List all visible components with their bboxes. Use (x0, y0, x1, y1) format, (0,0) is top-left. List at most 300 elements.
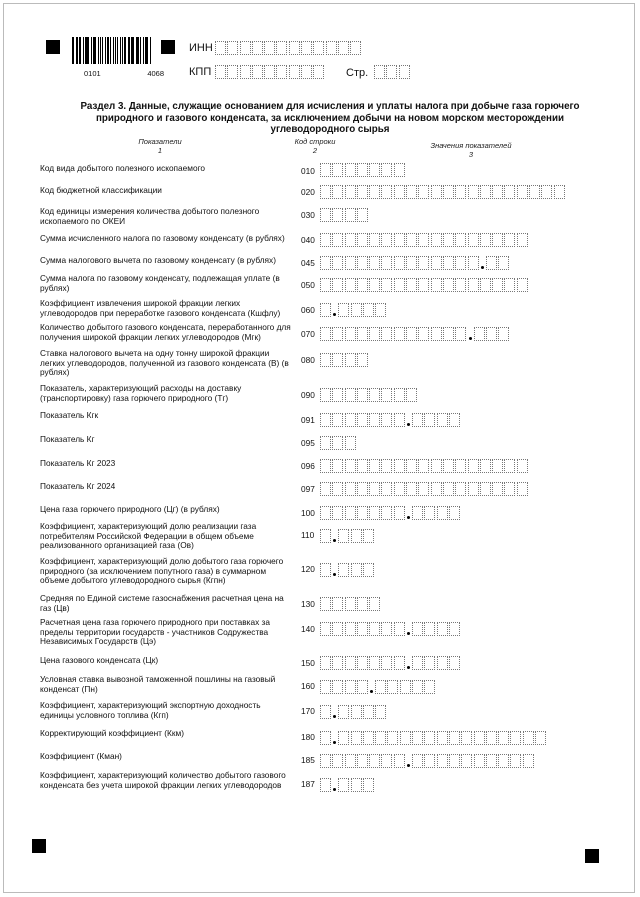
character-cell[interactable] (480, 185, 491, 199)
row-value-185[interactable] (320, 754, 535, 768)
character-cell[interactable] (437, 622, 448, 636)
character-cell[interactable] (326, 41, 337, 55)
character-cell[interactable] (412, 731, 423, 745)
row-value-130[interactable] (320, 597, 381, 611)
character-cell[interactable] (357, 353, 368, 367)
character-cell[interactable] (320, 529, 331, 543)
character-cell[interactable] (381, 754, 392, 768)
character-cell[interactable] (363, 563, 374, 577)
character-cell[interactable] (345, 754, 356, 768)
character-cell[interactable] (369, 388, 380, 402)
character-cell[interactable] (357, 754, 368, 768)
character-cell[interactable] (320, 388, 331, 402)
character-cell[interactable] (332, 482, 343, 496)
character-cell[interactable] (320, 778, 331, 792)
character-cell[interactable] (369, 327, 380, 341)
row-value-095[interactable] (320, 436, 357, 450)
character-cell[interactable] (320, 436, 331, 450)
character-cell[interactable] (332, 413, 343, 427)
character-cell[interactable] (406, 388, 417, 402)
character-cell[interactable] (320, 459, 331, 473)
character-cell[interactable] (320, 233, 331, 247)
character-cell[interactable] (523, 754, 534, 768)
character-cell[interactable] (424, 622, 435, 636)
character-cell[interactable] (357, 413, 368, 427)
character-cell[interactable] (276, 65, 287, 79)
character-cell[interactable] (437, 413, 448, 427)
character-cell[interactable] (510, 754, 521, 768)
character-cell[interactable] (486, 754, 497, 768)
character-cell[interactable] (523, 731, 534, 745)
character-cell[interactable] (535, 731, 546, 745)
character-cell[interactable] (375, 705, 386, 719)
character-cell[interactable] (363, 705, 374, 719)
character-cell[interactable] (468, 278, 479, 292)
row-value-030[interactable] (320, 208, 369, 222)
row-value-045[interactable] (320, 256, 510, 270)
character-cell[interactable] (381, 459, 392, 473)
character-cell[interactable] (320, 597, 331, 611)
character-cell[interactable] (461, 754, 472, 768)
character-cell[interactable] (357, 278, 368, 292)
character-cell[interactable] (498, 327, 509, 341)
character-cell[interactable] (418, 233, 429, 247)
character-cell[interactable] (449, 656, 460, 670)
character-cell[interactable] (431, 185, 442, 199)
character-cell[interactable] (345, 506, 356, 520)
character-cell[interactable] (381, 506, 392, 520)
character-cell[interactable] (320, 680, 331, 694)
character-cell[interactable] (517, 459, 528, 473)
character-cell[interactable] (357, 163, 368, 177)
character-cell[interactable] (357, 597, 368, 611)
character-cell[interactable] (418, 327, 429, 341)
character-cell[interactable] (424, 680, 435, 694)
character-cell[interactable] (264, 65, 275, 79)
character-cell[interactable] (517, 482, 528, 496)
character-cell[interactable] (406, 185, 417, 199)
character-cell[interactable] (443, 482, 454, 496)
character-cell[interactable] (357, 233, 368, 247)
character-cell[interactable] (332, 388, 343, 402)
character-cell[interactable] (345, 185, 356, 199)
row-value-080[interactable] (320, 353, 369, 367)
character-cell[interactable] (357, 327, 368, 341)
character-cell[interactable] (431, 459, 442, 473)
character-cell[interactable] (504, 185, 515, 199)
character-cell[interactable] (437, 506, 448, 520)
character-cell[interactable] (517, 185, 528, 199)
character-cell[interactable] (437, 731, 448, 745)
character-cell[interactable] (437, 656, 448, 670)
character-cell[interactable] (332, 656, 343, 670)
character-cell[interactable] (369, 278, 380, 292)
inn-field[interactable] (215, 41, 363, 55)
character-cell[interactable] (443, 459, 454, 473)
row-value-120[interactable] (320, 563, 375, 577)
kpp-field[interactable] (215, 65, 326, 79)
character-cell[interactable] (369, 256, 380, 270)
character-cell[interactable] (345, 482, 356, 496)
character-cell[interactable] (431, 327, 442, 341)
character-cell[interactable] (369, 413, 380, 427)
character-cell[interactable] (320, 622, 331, 636)
character-cell[interactable] (504, 459, 515, 473)
character-cell[interactable] (449, 413, 460, 427)
character-cell[interactable] (431, 278, 442, 292)
character-cell[interactable] (332, 506, 343, 520)
character-cell[interactable] (424, 754, 435, 768)
character-cell[interactable] (418, 482, 429, 496)
character-cell[interactable] (332, 185, 343, 199)
character-cell[interactable] (424, 656, 435, 670)
character-cell[interactable] (363, 731, 374, 745)
character-cell[interactable] (320, 278, 331, 292)
character-cell[interactable] (468, 185, 479, 199)
character-cell[interactable] (498, 731, 509, 745)
character-cell[interactable] (468, 256, 479, 270)
character-cell[interactable] (345, 278, 356, 292)
row-value-150[interactable] (320, 656, 461, 670)
row-value-110[interactable] (320, 529, 375, 543)
character-cell[interactable] (437, 754, 448, 768)
character-cell[interactable] (320, 754, 331, 768)
character-cell[interactable] (455, 278, 466, 292)
character-cell[interactable] (264, 41, 275, 55)
character-cell[interactable] (357, 256, 368, 270)
character-cell[interactable] (455, 482, 466, 496)
character-cell[interactable] (332, 597, 343, 611)
row-value-070[interactable] (320, 327, 510, 341)
character-cell[interactable] (406, 327, 417, 341)
character-cell[interactable] (215, 41, 226, 55)
character-cell[interactable] (345, 656, 356, 670)
character-cell[interactable] (412, 754, 423, 768)
character-cell[interactable] (351, 529, 362, 543)
character-cell[interactable] (289, 41, 300, 55)
row-value-180[interactable] (320, 731, 547, 745)
character-cell[interactable] (320, 563, 331, 577)
character-cell[interactable] (381, 256, 392, 270)
character-cell[interactable] (357, 459, 368, 473)
character-cell[interactable] (240, 41, 251, 55)
character-cell[interactable] (320, 413, 331, 427)
character-cell[interactable] (449, 754, 460, 768)
character-cell[interactable] (381, 163, 392, 177)
character-cell[interactable] (504, 482, 515, 496)
row-value-096[interactable] (320, 459, 529, 473)
row-value-187[interactable] (320, 778, 375, 792)
character-cell[interactable] (332, 327, 343, 341)
character-cell[interactable] (394, 482, 405, 496)
character-cell[interactable] (357, 680, 368, 694)
character-cell[interactable] (363, 529, 374, 543)
character-cell[interactable] (541, 185, 552, 199)
character-cell[interactable] (431, 482, 442, 496)
character-cell[interactable] (338, 563, 349, 577)
character-cell[interactable] (418, 185, 429, 199)
character-cell[interactable] (357, 482, 368, 496)
character-cell[interactable] (406, 256, 417, 270)
character-cell[interactable] (474, 754, 485, 768)
character-cell[interactable] (424, 506, 435, 520)
character-cell[interactable] (455, 185, 466, 199)
character-cell[interactable] (394, 327, 405, 341)
character-cell[interactable] (418, 278, 429, 292)
character-cell[interactable] (400, 680, 411, 694)
character-cell[interactable] (394, 413, 405, 427)
character-cell[interactable] (332, 622, 343, 636)
character-cell[interactable] (406, 278, 417, 292)
character-cell[interactable] (332, 208, 343, 222)
character-cell[interactable] (320, 327, 331, 341)
character-cell[interactable] (381, 482, 392, 496)
character-cell[interactable] (369, 622, 380, 636)
character-cell[interactable] (320, 731, 331, 745)
character-cell[interactable] (468, 459, 479, 473)
character-cell[interactable] (313, 65, 324, 79)
character-cell[interactable] (449, 622, 460, 636)
character-cell[interactable] (381, 185, 392, 199)
character-cell[interactable] (504, 278, 515, 292)
character-cell[interactable] (351, 705, 362, 719)
character-cell[interactable] (412, 413, 423, 427)
character-cell[interactable] (492, 482, 503, 496)
character-cell[interactable] (301, 65, 312, 79)
character-cell[interactable] (215, 65, 226, 79)
character-cell[interactable] (320, 208, 331, 222)
character-cell[interactable] (381, 327, 392, 341)
character-cell[interactable] (320, 163, 331, 177)
character-cell[interactable] (381, 413, 392, 427)
character-cell[interactable] (357, 506, 368, 520)
character-cell[interactable] (492, 185, 503, 199)
row-value-170[interactable] (320, 705, 387, 719)
character-cell[interactable] (394, 278, 405, 292)
character-cell[interactable] (369, 233, 380, 247)
character-cell[interactable] (486, 731, 497, 745)
character-cell[interactable] (345, 413, 356, 427)
character-cell[interactable] (240, 65, 251, 79)
character-cell[interactable] (320, 506, 331, 520)
character-cell[interactable] (345, 680, 356, 694)
character-cell[interactable] (351, 731, 362, 745)
character-cell[interactable] (345, 388, 356, 402)
row-value-160[interactable] (320, 680, 437, 694)
character-cell[interactable] (332, 459, 343, 473)
character-cell[interactable] (363, 303, 374, 317)
character-cell[interactable] (332, 754, 343, 768)
character-cell[interactable] (369, 506, 380, 520)
character-cell[interactable] (399, 65, 410, 79)
character-cell[interactable] (338, 731, 349, 745)
page-number-field[interactable] (374, 65, 411, 79)
character-cell[interactable] (394, 622, 405, 636)
character-cell[interactable] (424, 731, 435, 745)
character-cell[interactable] (443, 278, 454, 292)
character-cell[interactable] (375, 680, 386, 694)
character-cell[interactable] (369, 597, 380, 611)
character-cell[interactable] (320, 353, 331, 367)
character-cell[interactable] (351, 778, 362, 792)
character-cell[interactable] (394, 656, 405, 670)
character-cell[interactable] (369, 163, 380, 177)
character-cell[interactable] (320, 705, 331, 719)
character-cell[interactable] (480, 459, 491, 473)
character-cell[interactable] (474, 731, 485, 745)
character-cell[interactable] (492, 278, 503, 292)
character-cell[interactable] (455, 327, 466, 341)
character-cell[interactable] (320, 185, 331, 199)
row-value-020[interactable] (320, 185, 566, 199)
character-cell[interactable] (517, 278, 528, 292)
character-cell[interactable] (449, 731, 460, 745)
character-cell[interactable] (345, 353, 356, 367)
character-cell[interactable] (345, 597, 356, 611)
character-cell[interactable] (498, 256, 509, 270)
character-cell[interactable] (345, 459, 356, 473)
character-cell[interactable] (363, 778, 374, 792)
character-cell[interactable] (345, 256, 356, 270)
character-cell[interactable] (394, 233, 405, 247)
character-cell[interactable] (394, 163, 405, 177)
character-cell[interactable] (381, 388, 392, 402)
character-cell[interactable] (554, 185, 565, 199)
character-cell[interactable] (375, 303, 386, 317)
character-cell[interactable] (406, 233, 417, 247)
character-cell[interactable] (381, 656, 392, 670)
character-cell[interactable] (313, 41, 324, 55)
character-cell[interactable] (443, 185, 454, 199)
row-value-090[interactable] (320, 388, 418, 402)
character-cell[interactable] (227, 65, 238, 79)
character-cell[interactable] (357, 185, 368, 199)
character-cell[interactable] (320, 656, 331, 670)
row-value-097[interactable] (320, 482, 529, 496)
character-cell[interactable] (381, 278, 392, 292)
character-cell[interactable] (345, 622, 356, 636)
character-cell[interactable] (412, 656, 423, 670)
character-cell[interactable] (332, 233, 343, 247)
character-cell[interactable] (529, 185, 540, 199)
character-cell[interactable] (387, 680, 398, 694)
character-cell[interactable] (227, 41, 238, 55)
character-cell[interactable] (252, 41, 263, 55)
character-cell[interactable] (338, 303, 349, 317)
character-cell[interactable] (412, 622, 423, 636)
character-cell[interactable] (252, 65, 263, 79)
character-cell[interactable] (276, 41, 287, 55)
character-cell[interactable] (387, 731, 398, 745)
character-cell[interactable] (369, 656, 380, 670)
character-cell[interactable] (394, 388, 405, 402)
character-cell[interactable] (345, 436, 356, 450)
character-cell[interactable] (332, 680, 343, 694)
character-cell[interactable] (480, 482, 491, 496)
character-cell[interactable] (338, 778, 349, 792)
character-cell[interactable] (374, 65, 385, 79)
character-cell[interactable] (449, 506, 460, 520)
character-cell[interactable] (345, 327, 356, 341)
character-cell[interactable] (424, 413, 435, 427)
row-value-091[interactable] (320, 413, 461, 427)
row-value-040[interactable] (320, 233, 529, 247)
character-cell[interactable] (338, 41, 349, 55)
character-cell[interactable] (320, 303, 331, 317)
character-cell[interactable] (345, 233, 356, 247)
row-value-010[interactable] (320, 163, 406, 177)
character-cell[interactable] (357, 208, 368, 222)
character-cell[interactable] (480, 278, 491, 292)
character-cell[interactable] (369, 185, 380, 199)
character-cell[interactable] (492, 233, 503, 247)
character-cell[interactable] (455, 459, 466, 473)
character-cell[interactable] (394, 506, 405, 520)
character-cell[interactable] (412, 506, 423, 520)
character-cell[interactable] (357, 656, 368, 670)
character-cell[interactable] (375, 731, 386, 745)
character-cell[interactable] (510, 731, 521, 745)
character-cell[interactable] (394, 256, 405, 270)
character-cell[interactable] (332, 256, 343, 270)
character-cell[interactable] (517, 233, 528, 247)
character-cell[interactable] (455, 233, 466, 247)
character-cell[interactable] (338, 529, 349, 543)
row-value-060[interactable] (320, 303, 387, 317)
character-cell[interactable] (301, 41, 312, 55)
character-cell[interactable] (369, 459, 380, 473)
character-cell[interactable] (345, 163, 356, 177)
character-cell[interactable] (351, 563, 362, 577)
character-cell[interactable] (498, 754, 509, 768)
row-value-050[interactable] (320, 278, 529, 292)
character-cell[interactable] (486, 256, 497, 270)
character-cell[interactable] (400, 731, 411, 745)
character-cell[interactable] (332, 353, 343, 367)
character-cell[interactable] (332, 278, 343, 292)
character-cell[interactable] (461, 731, 472, 745)
character-cell[interactable] (480, 233, 491, 247)
character-cell[interactable] (418, 256, 429, 270)
character-cell[interactable] (338, 705, 349, 719)
character-cell[interactable] (332, 163, 343, 177)
character-cell[interactable] (486, 327, 497, 341)
character-cell[interactable] (381, 622, 392, 636)
character-cell[interactable] (468, 482, 479, 496)
character-cell[interactable] (431, 233, 442, 247)
character-cell[interactable] (474, 327, 485, 341)
row-value-100[interactable] (320, 506, 461, 520)
character-cell[interactable] (406, 459, 417, 473)
row-value-140[interactable] (320, 622, 461, 636)
character-cell[interactable] (443, 233, 454, 247)
character-cell[interactable] (369, 482, 380, 496)
character-cell[interactable] (455, 256, 466, 270)
character-cell[interactable] (492, 459, 503, 473)
character-cell[interactable] (350, 41, 361, 55)
character-cell[interactable] (443, 256, 454, 270)
character-cell[interactable] (443, 327, 454, 341)
character-cell[interactable] (351, 303, 362, 317)
character-cell[interactable] (418, 459, 429, 473)
character-cell[interactable] (332, 436, 343, 450)
character-cell[interactable] (431, 256, 442, 270)
character-cell[interactable] (394, 459, 405, 473)
character-cell[interactable] (394, 185, 405, 199)
character-cell[interactable] (468, 233, 479, 247)
character-cell[interactable] (386, 65, 397, 79)
character-cell[interactable] (381, 233, 392, 247)
